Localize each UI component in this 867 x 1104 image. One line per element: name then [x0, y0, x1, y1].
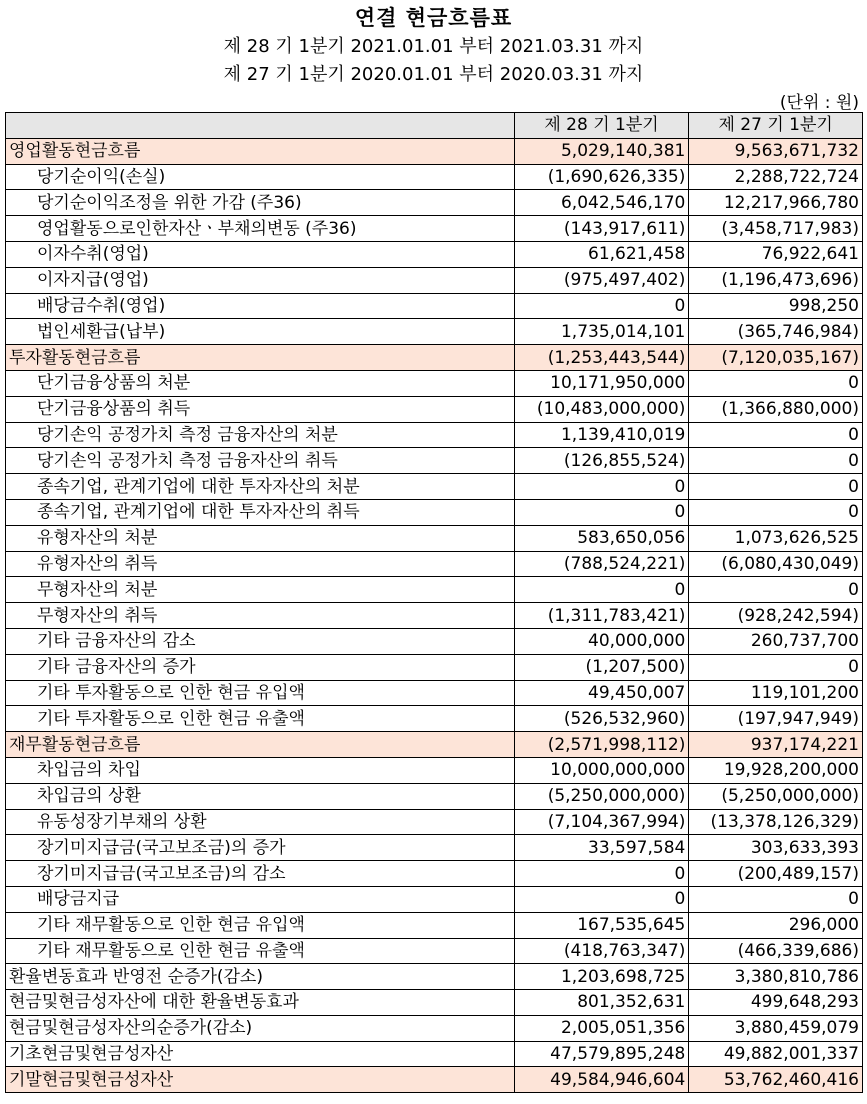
- previous-period-value: (1,366,880,000): [689, 396, 863, 422]
- table-row: [6, 861, 863, 887]
- row-label: 무형자산의 처분: [6, 577, 515, 603]
- current-period-value: (1,311,783,421): [514, 603, 689, 629]
- previous-period-value: (197,947,949): [689, 706, 863, 732]
- table-row: [6, 267, 863, 293]
- previous-period-value: 260,737,700: [689, 628, 863, 654]
- row-label: 유형자산의 처분: [6, 525, 515, 551]
- section-row: [6, 732, 863, 758]
- table-row: [6, 938, 863, 964]
- table-row: [6, 886, 863, 912]
- table-row: [6, 577, 863, 603]
- period-previous: 제 27 기 1분기 2020.01.01 부터 2020.03.31 까지: [223, 64, 644, 85]
- table-row: [6, 603, 863, 629]
- row-label: 장기미지급금(국고보조금)의 증가: [6, 835, 515, 861]
- previous-period-value: (13,378,126,329): [689, 809, 863, 835]
- table-row: [6, 1041, 863, 1067]
- table-row: [6, 654, 863, 680]
- header-label: [6, 113, 515, 139]
- row-label: 단기금융상품의 처분: [6, 370, 515, 396]
- current-period-value: 10,171,950,000: [514, 370, 689, 396]
- current-period-value: 801,352,631: [514, 990, 689, 1016]
- previous-period-value: 19,928,200,000: [689, 757, 863, 783]
- previous-period-value: 998,250: [689, 293, 863, 319]
- table-row: [6, 835, 863, 861]
- table-row: [6, 990, 863, 1016]
- row-label: 기타 투자활동으로 인한 현금 유입액: [6, 680, 515, 706]
- section-row: [6, 1067, 863, 1093]
- current-period-value: (418,763,347): [514, 938, 689, 964]
- current-period-value: 167,535,645: [514, 912, 689, 938]
- current-period-value: (788,524,221): [514, 551, 689, 577]
- row-label: 종속기업, 관계기업에 대한 투자자산의 취득: [6, 499, 515, 525]
- table-row: [6, 706, 863, 732]
- table-row: [6, 241, 863, 267]
- current-period-value: 0: [514, 499, 689, 525]
- row-label: 기초현금및현금성자산: [6, 1041, 515, 1067]
- row-label: 장기미지급금(국고보조금)의 감소: [6, 861, 515, 887]
- table-row: [6, 370, 863, 396]
- row-label: 현금및현금성자산에 대한 환율변동효과: [6, 990, 515, 1016]
- current-period-value: 40,000,000: [514, 628, 689, 654]
- table-row: [6, 912, 863, 938]
- section-row: [6, 345, 863, 371]
- current-period-value: 0: [514, 577, 689, 603]
- previous-period-value: (5,250,000,000): [689, 783, 863, 809]
- table-row: [6, 422, 863, 448]
- row-label: 환율변동효과 반영전 순증가(감소): [6, 964, 515, 990]
- row-label: 당기순이익조정을 위한 가감 (주36): [6, 190, 515, 216]
- row-label: 기타 금융자산의 증가: [6, 654, 515, 680]
- previous-period-value: 1,073,626,525: [689, 525, 863, 551]
- previous-period-value: 0: [689, 370, 863, 396]
- table-row: [6, 499, 863, 525]
- row-label: 영업활동현금흐름: [6, 138, 515, 164]
- previous-period-value: (3,458,717,983): [689, 216, 863, 242]
- current-period-value: 47,579,895,248: [514, 1041, 689, 1067]
- previous-period-value: 119,101,200: [689, 680, 863, 706]
- current-period-value: (10,483,000,000): [514, 396, 689, 422]
- previous-period-value: 49,882,001,337: [689, 1041, 863, 1067]
- current-period-value: 0: [514, 886, 689, 912]
- current-period-value: 1,735,014,101: [514, 319, 689, 345]
- previous-period-value: 937,174,221: [689, 732, 863, 758]
- previous-period-value: 0: [689, 654, 863, 680]
- previous-period-value: 303,633,393: [689, 835, 863, 861]
- current-period-value: (2,571,998,112): [514, 732, 689, 758]
- current-period-value: (1,207,500): [514, 654, 689, 680]
- table-row: [6, 216, 863, 242]
- row-label: 당기손익 공정가치 측정 금융자산의 처분: [6, 422, 515, 448]
- previous-period-value: (365,746,984): [689, 319, 863, 345]
- current-period-value: (5,250,000,000): [514, 783, 689, 809]
- previous-period-value: 0: [689, 886, 863, 912]
- current-period-value: (126,855,524): [514, 448, 689, 474]
- table-row: [6, 164, 863, 190]
- table-row: [6, 448, 863, 474]
- row-label: 투자활동현금흐름: [6, 345, 515, 371]
- current-period-value: 61,621,458: [514, 241, 689, 267]
- previous-period-value: 0: [689, 499, 863, 525]
- table-row: [6, 474, 863, 500]
- current-period-value: 49,450,007: [514, 680, 689, 706]
- previous-period-value: (6,080,430,049): [689, 551, 863, 577]
- row-label: 차입금의 상환: [6, 783, 515, 809]
- row-label: 차입금의 차입: [6, 757, 515, 783]
- row-label: 이자지급(영업): [6, 267, 515, 293]
- cash-flow-table: [5, 112, 863, 1093]
- table-row: [6, 809, 863, 835]
- current-period-value: (1,253,443,544): [514, 345, 689, 371]
- current-period-value: (526,532,960): [514, 706, 689, 732]
- previous-period-value: 0: [689, 474, 863, 500]
- previous-period-value: 0: [689, 577, 863, 603]
- row-label: 당기순이익(손실): [6, 164, 515, 190]
- table-row: [6, 757, 863, 783]
- current-period-value: 5,029,140,381: [514, 138, 689, 164]
- header-previous-period: 제 27 기 1분기: [689, 113, 863, 139]
- previous-period-value: (7,120,035,167): [689, 345, 863, 371]
- row-label: 기타 금융자산의 감소: [6, 628, 515, 654]
- current-period-value: 33,597,584: [514, 835, 689, 861]
- row-label: 기타 재무활동으로 인한 현금 유출액: [6, 938, 515, 964]
- row-label: 배당금지급: [6, 886, 515, 912]
- current-period-value: (1,690,626,335): [514, 164, 689, 190]
- table-row: [6, 783, 863, 809]
- table-body: [6, 138, 863, 1092]
- previous-period-value: 9,563,671,732: [689, 138, 863, 164]
- header-current-period: 제 28 기 1분기: [514, 113, 689, 139]
- table-row: [6, 628, 863, 654]
- row-label: 기말현금및현금성자산: [6, 1067, 515, 1093]
- current-period-value: 1,139,410,019: [514, 422, 689, 448]
- row-label: 유동성장기부채의 상환: [6, 809, 515, 835]
- current-period-value: 49,584,946,604: [514, 1067, 689, 1093]
- previous-period-value: (466,339,686): [689, 938, 863, 964]
- current-period-value: 0: [514, 474, 689, 500]
- previous-period-value: (928,242,594): [689, 603, 863, 629]
- previous-period-value: 2,288,722,724: [689, 164, 863, 190]
- previous-period-value: 12,217,966,780: [689, 190, 863, 216]
- statement-title: 연결 현금흐름표: [354, 6, 513, 30]
- current-period-value: 10,000,000,000: [514, 757, 689, 783]
- table-row: [6, 396, 863, 422]
- table-row: [6, 293, 863, 319]
- row-label: 재무활동현금흐름: [6, 732, 515, 758]
- current-period-value: 583,650,056: [514, 525, 689, 551]
- current-period-value: (143,917,611): [514, 216, 689, 242]
- current-period-value: 6,042,546,170: [514, 190, 689, 216]
- row-label: 유형자산의 취득: [6, 551, 515, 577]
- previous-period-value: (1,196,473,696): [689, 267, 863, 293]
- row-label: 기타 재무활동으로 인한 현금 유입액: [6, 912, 515, 938]
- table-row: [6, 1015, 863, 1041]
- current-period-value: (7,104,367,994): [514, 809, 689, 835]
- previous-period-value: 53,762,460,416: [689, 1067, 863, 1093]
- current-period-value: 0: [514, 861, 689, 887]
- current-period-value: (975,497,402): [514, 267, 689, 293]
- row-label: 단기금융상품의 취득: [6, 396, 515, 422]
- row-label: 이자수취(영업): [6, 241, 515, 267]
- previous-period-value: 296,000: [689, 912, 863, 938]
- current-period-value: 0: [514, 293, 689, 319]
- previous-period-value: 3,880,459,079: [689, 1015, 863, 1041]
- table-row: [6, 190, 863, 216]
- previous-period-value: 0: [689, 422, 863, 448]
- current-period-value: 1,203,698,725: [514, 964, 689, 990]
- previous-period-value: 3,380,810,786: [689, 964, 863, 990]
- table-row: [6, 551, 863, 577]
- previous-period-value: (200,489,157): [689, 861, 863, 887]
- row-label: 종속기업, 관계기업에 대한 투자자산의 처분: [6, 474, 515, 500]
- row-label: 기타 투자활동으로 인한 현금 유출액: [6, 706, 515, 732]
- previous-period-value: 499,648,293: [689, 990, 863, 1016]
- current-period-value: 2,005,051,356: [514, 1015, 689, 1041]
- previous-period-value: 76,922,641: [689, 241, 863, 267]
- previous-period-value: 0: [689, 448, 863, 474]
- table-row: [6, 319, 863, 345]
- period-current: 제 28 기 1분기 2021.01.01 부터 2021.03.31 까지: [223, 36, 644, 57]
- row-label: 무형자산의 취득: [6, 603, 515, 629]
- row-label: 현금및현금성자산의순증가(감소): [6, 1015, 515, 1041]
- row-label: 당기손익 공정가치 측정 금융자산의 취득: [6, 448, 515, 474]
- row-label: 영업활동으로인한자산ㆍ부채의변동 (주36): [6, 216, 515, 242]
- section-row: [6, 138, 863, 164]
- table-row: [6, 680, 863, 706]
- table-row: [6, 525, 863, 551]
- unit-label: (단위 : 원): [779, 93, 859, 113]
- table-row: [6, 964, 863, 990]
- row-label: 법인세환급(납부): [6, 319, 515, 345]
- table-header-row: [6, 113, 863, 139]
- row-label: 배당금수취(영업): [6, 293, 515, 319]
